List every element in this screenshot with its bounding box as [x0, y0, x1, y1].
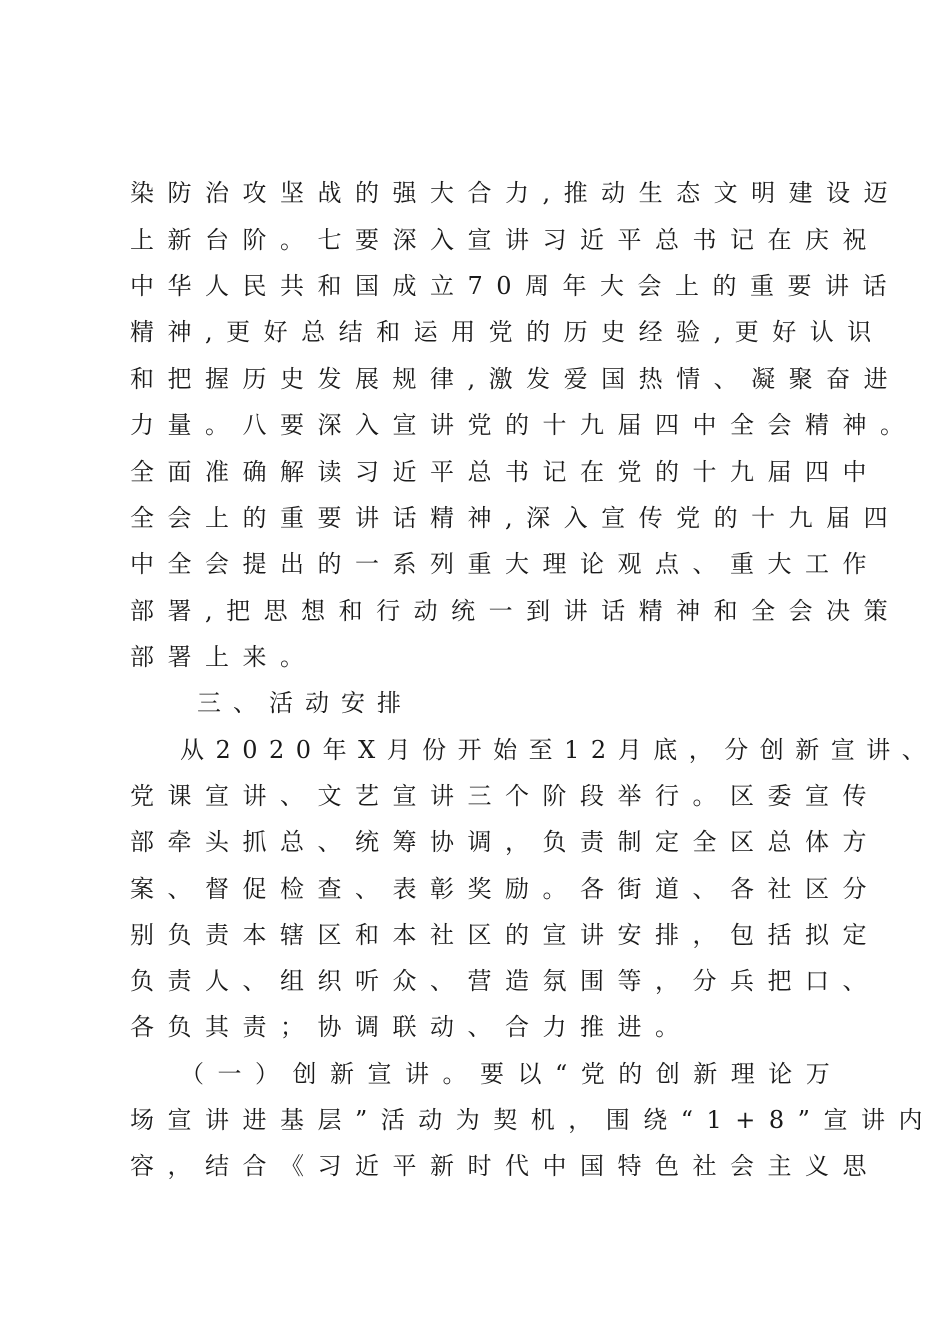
- text-line: 各负其责；协调联动、合力推进。: [130, 1013, 693, 1041]
- text-line: 容，结合《习近平新时代中国特色社会主义思: [130, 1152, 880, 1180]
- text-line: 精神,更好总结和运用党的历史经验,更好认识: [130, 318, 885, 346]
- text-line: 别负责本辖区和本社区的宣讲安排，包括拟定: [130, 921, 880, 949]
- text-line: 力量。八要深入宣讲党的十九届四中全会精神。: [130, 411, 918, 439]
- text-line: 全会上的重要讲话精神,深入宣传党的十九届四: [130, 504, 902, 532]
- text-line: 部署上来。: [130, 643, 318, 671]
- text-line: 全面准确解读习近平总书记在党的十九届四中: [130, 458, 880, 486]
- text-line: 中全会提出的一系列重大理论观点、重大工作: [130, 550, 880, 578]
- paragraph-first-line: （一）创新宣讲。要以“党的创新理论万: [180, 1060, 844, 1088]
- text-line: 案、督促检查、表彰奖励。各街道、各社区分: [130, 875, 880, 903]
- text-line: 负责人、组织听众、营造氛围等，分兵把口、: [130, 967, 880, 995]
- paragraph-first-line: 从2020年X月份开始至12月底，分创新宣讲、: [180, 736, 938, 764]
- text-line: 党课宣讲、文艺宣讲三个阶段举行。区委宣传: [130, 782, 880, 810]
- text-line: 中华人民共和国成立70周年大会上的重要讲话: [130, 272, 901, 300]
- text-line: 场宣讲进基层”活动为契机，围绕“1+8”宣讲内: [130, 1106, 936, 1134]
- section-heading: 三、活动安排: [197, 689, 413, 717]
- text-line: 上新台阶。七要深入宣讲习近平总书记在庆祝: [130, 226, 880, 254]
- text-line: 部牵头抓总、统筹协调，负责制定全区总体方: [130, 828, 880, 856]
- text-line: 和把握历史发展规律,激发爱国热情、凝聚奋进: [130, 365, 902, 393]
- text-line: 染防治攻坚战的强大合力,推动生态文明建设迈: [130, 179, 902, 207]
- text-line: 部署,把思想和行动统一到讲话精神和全会决策: [130, 597, 902, 625]
